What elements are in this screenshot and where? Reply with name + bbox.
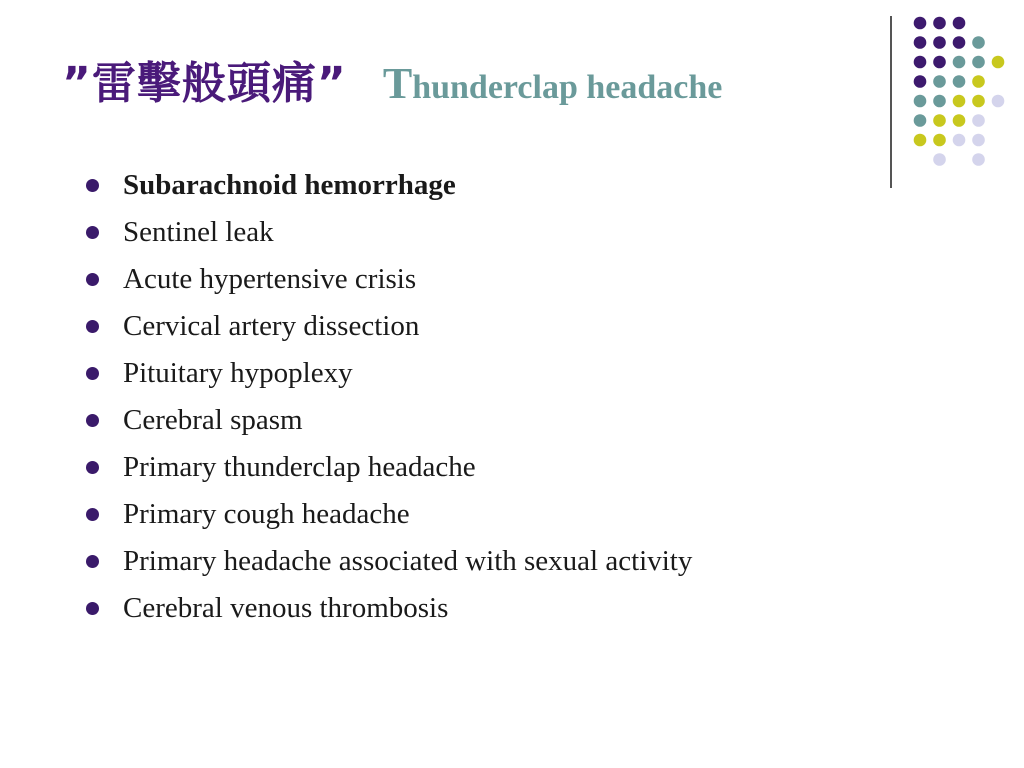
bullet-text: Acute hypertensive crisis <box>123 263 417 295</box>
decorative-dot-teal <box>914 114 927 127</box>
decorative-dot-yellow <box>953 95 966 108</box>
bullet-point-icon <box>86 461 99 474</box>
title-chinese: ”雷擊般頭痛” <box>62 58 347 109</box>
decorative-dot-lavender <box>933 153 946 166</box>
bullet-point-icon <box>86 226 99 239</box>
title-english-initial: T <box>382 59 413 108</box>
decorative-dot-yellow <box>972 95 985 108</box>
bullet-item <box>86 397 692 444</box>
bullet-point-icon <box>86 414 99 427</box>
bullet-point-icon <box>86 508 99 521</box>
bullet-item <box>86 162 692 209</box>
decorative-dot-purple <box>914 56 927 69</box>
bullet-point-icon <box>86 602 99 615</box>
bullet-item <box>86 444 692 491</box>
bullet-point-icon <box>86 555 99 568</box>
decorative-dot-teal <box>914 95 927 108</box>
bullet-text: Primary cough headache <box>123 498 410 530</box>
decorative-dot-purple <box>953 36 966 49</box>
decorative-dot-teal <box>933 75 946 88</box>
decorative-dot-teal <box>972 56 985 69</box>
decorative-dot-yellow <box>933 114 946 127</box>
bullet-item <box>86 209 692 256</box>
bullet-item <box>86 538 692 585</box>
decorative-dot-purple <box>933 36 946 49</box>
decorative-dot-lavender <box>972 114 985 127</box>
bullet-point-icon <box>86 320 99 333</box>
decorative-dot-lavender <box>972 153 985 166</box>
bullet-text: Cerebral venous thrombosis <box>123 592 449 624</box>
bullet-text: Pituitary hypoplexy <box>123 357 353 389</box>
bullet-item <box>86 350 692 397</box>
bullet-list <box>86 162 692 632</box>
bullet-point-icon <box>86 179 99 192</box>
decorative-dot-yellow <box>914 134 927 147</box>
title-english-rest: hunderclap headache <box>412 69 723 106</box>
decorative-dot-teal <box>953 75 966 88</box>
decorative-dot-yellow <box>972 75 985 88</box>
bullet-text: Subarachnoid hemorrhage <box>123 169 456 201</box>
bullet-text: Cervical artery dissection <box>123 310 420 342</box>
decorative-dot-teal <box>953 56 966 69</box>
decorative-dot-purple <box>914 36 927 49</box>
bullet-text: Cerebral spasm <box>123 404 303 436</box>
slide-title <box>62 58 723 109</box>
bullet-text: Primary thunderclap headache <box>123 451 476 483</box>
bullet-item <box>86 491 692 538</box>
bullet-text: Sentinel leak <box>123 216 274 248</box>
decorative-dot-lavender <box>953 134 966 147</box>
decorative-dot-teal <box>972 36 985 49</box>
decorative-dot-teal <box>933 95 946 108</box>
bullet-point-icon <box>86 367 99 380</box>
decorative-dot-yellow <box>992 56 1005 69</box>
bullet-point-icon <box>86 273 99 286</box>
vertical-divider <box>890 16 892 188</box>
decorative-dot-purple <box>914 75 927 88</box>
bullet-item <box>86 585 692 632</box>
decorative-dot-purple <box>953 17 966 30</box>
decorative-dot-yellow <box>933 134 946 147</box>
decorative-dot-purple <box>933 17 946 30</box>
decorative-dot-yellow <box>953 114 966 127</box>
bullet-item <box>86 256 692 303</box>
decorative-dot-purple <box>914 17 927 30</box>
decorative-dot-purple <box>933 56 946 69</box>
decorative-dot-lavender <box>972 134 985 147</box>
decorative-dot-lavender <box>992 95 1005 108</box>
bullet-item <box>86 303 692 350</box>
bullet-text: Primary headache associated with sexual activity <box>123 545 693 577</box>
